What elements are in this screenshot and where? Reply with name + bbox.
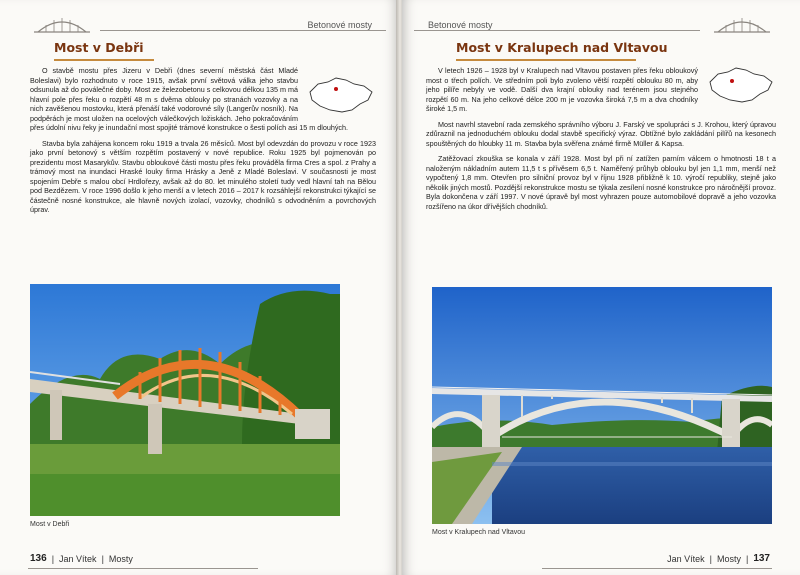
paragraph: O stavbě mostu přes Jizeru v Debři (dnes severní městská část Mladé Boleslavi) bylo rozhodnuto v roce 1915, avšak první světová válka jeho stavbu odsunula až do poválečné doby. Most ze železobetonu s celkovou délkou 135 m má hlavní pole přes řeku o rozpětí 48 m s dvěma oblouky po stranách vozovky a na nich zavěšenou mostovku, která přenáší také vodorovné síly (Langerův nosník). Na podpěrách je most uložen na ocelových válečkových ložiskách. Jeho pokračováním přes údolní nivu řeky je inundační most spojité trámové konstrukce o šesti polích asi 15 m dlouhých. <box>30 66 349 132</box>
paragraph: Most navrhl stavební rada zemského správního výboru J. Farský ve spolupráci s J. Krohou, který úpravou zdůraznil na jednoduchém oblouku dodal stavbě specifický výraz. Obtížné bylo zakládání pilířů na kesonech spouštěných do hloubky 11 m. Stavba byla svěřena známé firmě Müller & Kapsa. <box>426 119 776 148</box>
article-title: Most v Debři <box>54 40 144 55</box>
bridge-logo-icon <box>712 10 772 36</box>
bridge-logo-icon <box>32 10 92 36</box>
section-label: Betonové mosty <box>428 20 493 30</box>
page-number: 136 <box>30 553 47 564</box>
article-body <box>30 66 376 221</box>
paragraph: Zatěžovací zkouška se konala v září 1928. Most byl při ní zatížen parním válcem o hmotnosti 18 t a naloženým nákladním autem 11,5 t s přívěsem 6,5 t. Naměřený průhyb oblouku byl jen 1,1 mm, menší než vypočtený 1,8 mm. Otevřen pro silniční provoz byl v říjnu 1928 přibližně k 10. výročí republiky, stejně jako několik jiných mostů. Pozdější rekonstrukce mostu se týkala zesílení nosné konstrukce pro náročnější provoz. Byla dokončena v září 1997. V nové úpravě byl most vyhrazen pouze automobilové dopravě a jeho vozovka rozšířeno na úkor dřívějších chodníků. <box>426 154 776 211</box>
section-label: Betonové mosty <box>307 20 372 30</box>
article-title: Most v Kralupech nad Vltavou <box>456 40 668 55</box>
author-name: Jan Vítek <box>667 553 705 564</box>
left-page <box>0 0 398 575</box>
czech-map-icon <box>706 64 776 108</box>
book-name: Mosty <box>716 553 741 564</box>
title-underline <box>456 59 636 61</box>
header-rule <box>100 30 386 31</box>
page-footer: 136 | Jan Vítek | Mosty <box>30 553 133 564</box>
paragraph: Stavba byla zahájena koncem roku 1919 a trvala 26 měsíců. Most byl odevzdán do provozu v roce 1923 jako první betonový s větším rozpětím postavený v nové republice. Roku 1925 byl pojmenován po prezidentu most Masarykův. Stavbu obloukové části mostu přes řeku prováděla firma Cres a spol. z Prahy a trámový most na inundaci Hraské louky firma Hrásky a Jeně z Mladé Boleslavi. V současnosti je most spojením Debře s malou obcí Hrdlořezy, avšak až do 80. let minulého století tudy vedl hlavní tah na Bělou pod Bezdězem. V roce 1996 došlo k jeho menší a v letech 2016 – 2017 k rozsáhlejší rekonstrukci týkající se částečně nosné konstrukce, ale hlavně nových izolací, vozovky, chodníků s odvodněním a povrchových úprav. <box>30 138 376 214</box>
kralupy-bridge-photo <box>432 287 772 524</box>
photo-caption: Most v Kralupech nad Vltavou <box>432 529 525 536</box>
photo-caption: Most v Debři <box>30 521 70 528</box>
page-footer: Jan Vítek | Mosty | 137 <box>667 553 770 564</box>
page-number: 137 <box>753 553 770 564</box>
czech-map-icon <box>306 74 376 118</box>
right-page <box>402 0 800 575</box>
debr-bridge-photo <box>30 284 340 516</box>
article-body <box>426 66 776 217</box>
title-underline <box>54 59 154 61</box>
footer-rule <box>28 568 258 569</box>
footer-rule <box>542 568 772 569</box>
header-rule <box>414 30 700 31</box>
paragraph: V letech 1926 – 1928 byl v Kralupech nad Vltavou postaven přes řeku obloukový most o třech polích. Ve středním poli bylo zvoleno větší rozpětí oblouku 80 m, aby jeho pilíře nebyly ve vodě. Další dva krajní oblouky nad terénem jsou stejného rozpětí 60 m. Na jeho celkové délce 200 m je vozovka široká 7,5 m a dva chodníky široké 1,5 m. <box>426 66 698 113</box>
book-name: Mosty <box>108 553 133 564</box>
author-name: Jan Vítek <box>59 553 97 564</box>
